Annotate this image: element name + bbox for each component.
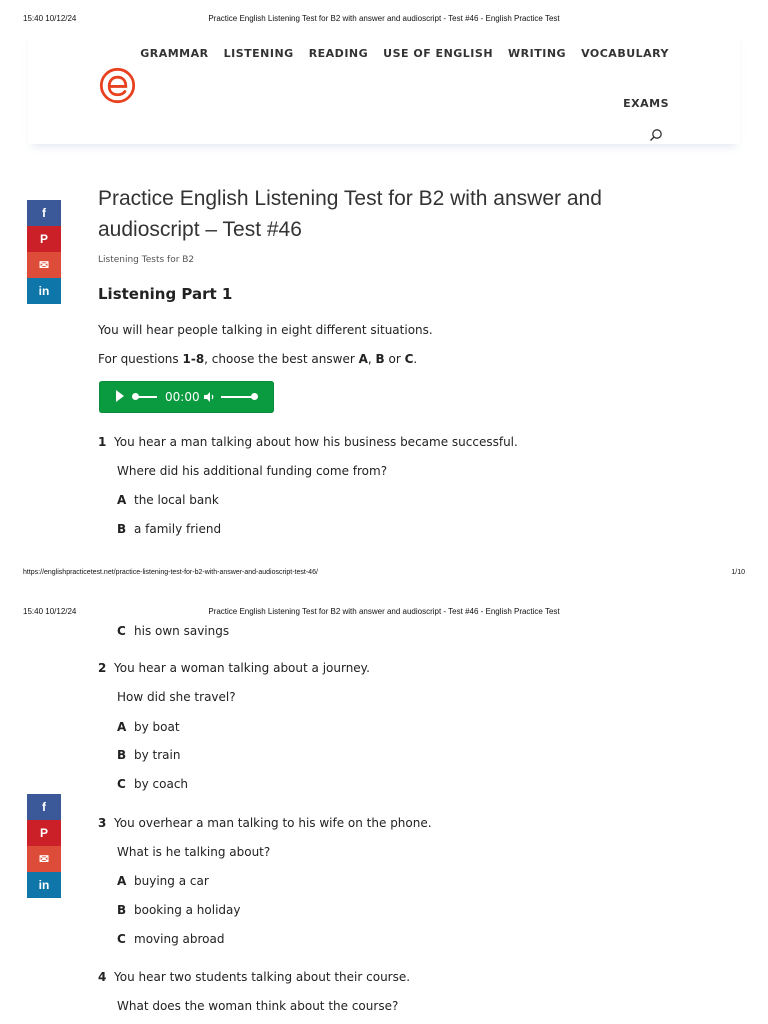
nav-vocabulary[interactable]: VOCABULARY [581,47,669,60]
option-letter[interactable]: C [117,777,126,791]
email-share-icon[interactable]: ✉ [27,846,61,872]
option-text[interactable]: buying a car [134,874,209,888]
option-letter[interactable]: C [117,624,126,638]
pinterest-share-icon[interactable]: P [27,226,61,252]
instruction-text [98,352,417,366]
share-bar [27,200,61,304]
option-text[interactable]: a family friend [134,522,222,536]
question-number: 2 [98,661,107,675]
site-logo-icon[interactable] [99,67,136,104]
play-icon[interactable] [116,390,124,402]
instruction-mid: , choose the best answer [204,352,359,366]
nav-reading[interactable]: READING [308,47,369,60]
print-header [0,14,768,28]
question-number: 3 [98,816,107,830]
nav-writing[interactable]: WRITING [508,47,567,60]
question-sub: Where did his additional funding come from? [117,464,388,478]
question-text: You hear a man talking about how his business became successful. [114,435,518,449]
option-letter[interactable]: B [117,748,127,762]
audio-time: 00:00 [165,390,200,404]
site-header [28,30,740,144]
question-sub: How did she travel? [117,690,236,704]
option-text[interactable]: booking a holiday [134,903,241,917]
instruction-comma: , [367,352,376,366]
option-text[interactable]: his own savings [134,624,230,638]
nav-exams[interactable]: EXAMS [623,97,669,110]
share-bar [27,794,61,898]
page-title: Practice English Listening Test for B2 with answer and audioscript – Test #46 [98,187,602,241]
progress-handle[interactable] [132,393,139,400]
nav-listening[interactable]: LISTENING [223,47,294,60]
option-letter[interactable]: B [117,522,127,536]
question-sub: What is he talking about? [117,845,271,859]
email-share-icon[interactable]: ✉ [27,252,61,278]
option-letter[interactable]: A [117,720,127,734]
option-letter[interactable]: C [117,932,126,946]
option-letter[interactable]: A [117,874,127,888]
print-header [0,607,768,621]
main-nav [125,47,669,60]
pinterest-share-icon[interactable]: P [27,820,61,846]
option-text[interactable]: by boat [134,720,180,734]
print-page-number: 1/10 [731,569,745,576]
intro-text: You will hear people talking in eight different situations. [98,323,433,337]
instruction-a: A [358,352,368,366]
instruction-pre: For questions [98,352,183,366]
option-text[interactable]: by train [134,748,181,762]
volume-icon[interactable] [203,391,215,403]
instruction-end: . [413,352,418,366]
facebook-share-icon[interactable]: f [27,200,61,226]
facebook-share-icon[interactable]: f [27,794,61,820]
question-number: 1 [98,435,107,449]
option-text[interactable]: by coach [134,777,189,791]
volume-track[interactable] [221,396,255,398]
instruction-range: 1-8 [182,352,205,366]
question-text: You hear two students talking about their course. [114,970,411,984]
question-text: You overhear a man talking to his wife on the phone. [114,816,432,830]
option-letter[interactable]: A [117,493,127,507]
instruction-b: B [375,352,385,366]
print-timestamp: 15:40 10/12/24 [23,14,77,23]
nav-grammar[interactable]: GRAMMAR [140,47,209,60]
option-text[interactable]: moving abroad [134,932,225,946]
part-heading: Listening Part 1 [98,285,233,303]
question-text: You hear a woman talking about a journey. [114,661,370,675]
search-icon[interactable] [649,128,663,142]
question-number: 4 [98,970,107,984]
linkedin-share-icon[interactable]: in [27,872,61,898]
question-sub: What does the woman think about the course? [117,999,399,1013]
print-url: https://englishpracticetest.net/practice-listening-test-for-b2-with-answer-and-audioscript-test-46/ [23,569,318,576]
nav-use-of-english[interactable]: USE OF ENGLISH [383,47,494,60]
audio-player [99,381,274,413]
print-title: Practice English Listening Test for B2 with answer and audioscript - Test #46 - English Practice Test [208,607,560,616]
volume-handle[interactable] [251,393,258,400]
category-link[interactable]: Listening Tests for B2 [98,255,195,265]
linkedin-share-icon[interactable]: in [27,278,61,304]
instruction-or: or [384,352,405,366]
option-letter[interactable]: B [117,903,127,917]
option-text[interactable]: the local bank [134,493,219,507]
instruction-c: C [404,352,414,366]
print-timestamp: 15:40 10/12/24 [23,607,77,616]
print-title: Practice English Listening Test for B2 with answer and audioscript - Test #46 - English Practice Test [208,14,560,23]
